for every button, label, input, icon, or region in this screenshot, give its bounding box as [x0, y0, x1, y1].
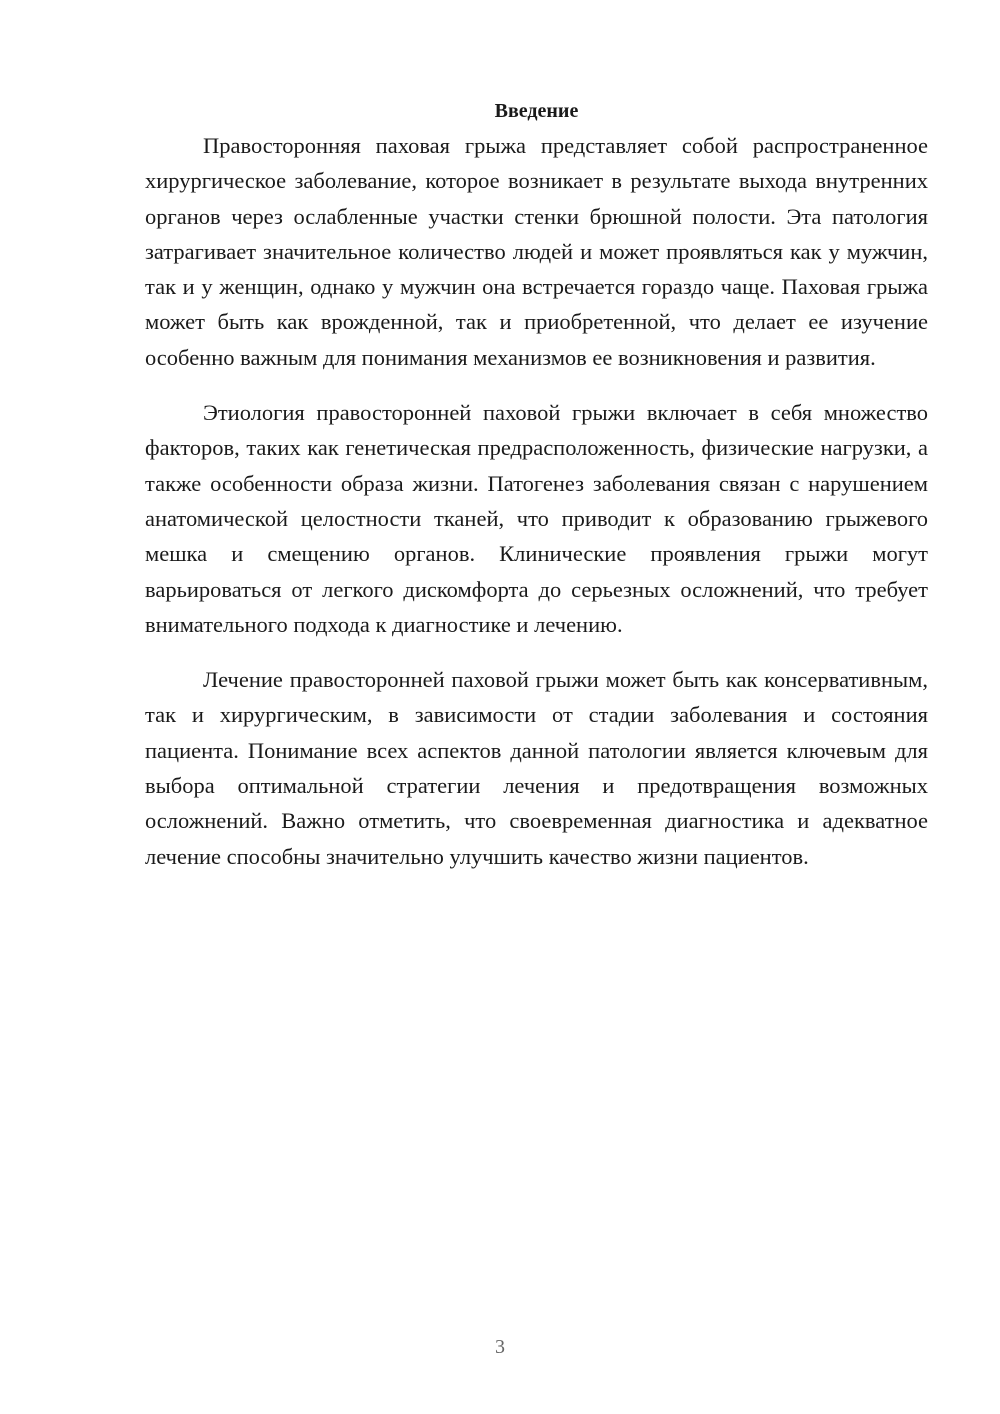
- paragraph-2: Этиология правосторонней паховой грыжи включает в себя множество факторов, таких как генетическая предрасположенность, физические нагрузки, а также особенности образа жизни. Патогенез заболевания связан с нарушением анатомической целостности тканей, что приводит к образованию грыжевого мешка и смещению органов. Клинические проявления грыжи могут варьироваться от легкого дискомфорта до серьезных осложнений, что требует внимательного подхода к диагностике и лечению.: [145, 400, 928, 637]
- page-number: 3: [495, 1336, 505, 1358]
- paragraph-1: Правосторонняя паховая грыжа представляет собой распространенное хирургическое заболевание, которое возникает в результате выхода внутренних органов через ослабленные участки стенки брюшной полости. Эта патология затрагивает значительное количество людей и может проявляться как у мужчин, так и у женщин, однако у мужчин она встречается гораздо чаще. Паховая грыжа может быть как врожденной, так и приобретенной, что делает ее изучение особенно важным для понимания механизмов ее возникновения и развития.: [145, 133, 928, 370]
- section-heading: Введение: [494, 100, 579, 122]
- page-content: [145, 96, 928, 874]
- paragraph-3: Лечение правосторонней паховой грыжи может быть как консервативным, так и хирургическим, в зависимости от стадии заболевания и состояния пациента. Понимание всех аспектов данной патологии является ключевым для выбора оптимальной стратегии лечения и предотвращения возможных осложнений. Важно отметить, что своевременная диагностика и адекватное лечение способны значительно улучшить качество жизни пациентов.: [145, 667, 928, 869]
